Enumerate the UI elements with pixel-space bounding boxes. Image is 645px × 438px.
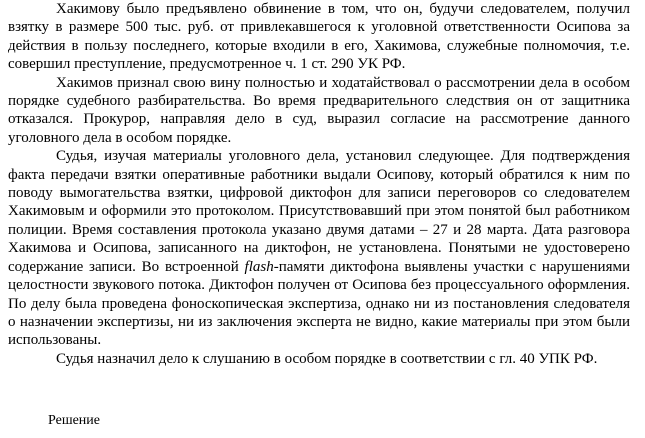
paragraph-charge: Хакимову было предъявлено обвинение в том, что он, будучи следователем, получил взятку в размере 500 тыс. руб. от привлекавшегося к уголовной ответственности Осипова за действия в пользу последнего, которые входили в его, Хакимова, служебные полномочия, т.е. совершил преступление, предусмотренное ч. 1 ст. 290 УК РФ. [8,1,630,73]
document-page [8,0,630,438]
findings-italic-term: flash [244,258,274,275]
section-heading-solution: Решение [48,413,101,428]
findings-text-end: -памяти диктофона выявлены участки с нарушениями целостности звукового потока. Диктофон получен от Осипова без процессуального оформления. По делу была проведена фоноскопическая экспертиза, однако ни из постановления следователя о назначении экспертизы, ни из заключения эксперта не видно, какие материалы при этом были использованы. [8,258,630,349]
paragraph-findings [8,147,630,349]
findings-text-start: Судья, изучая материалы уголовного дела, установил следующее. Для подтверждения факта передачи взятки оперативные работники выдали Осипову, который обратился к ним по поводу вымогательства взятки, цифровой диктофон для записи переговоров со следователем Хакимовым и оформили это протоколом. Присутствовавший при этом понятой был работником полиции. Время составления протокола указано двумя датами – 27 и 28 марта. Дата разговора Хакимова и Осипова, записанного на диктофон, не установлена. Понятыми не удостоверено содержание записи. Во встроенной [8,148,630,275]
paragraph-plea: Хакимов признал свою вину полностью и ходатайствовал о рассмотрении дела в особом порядке судебного разбирательства. Во время предварительного следствия он от защитника отказался. Прокурор, направляя дело в суд, выразил согласие на рассмотрение данного уголовного дела в особом порядке. [8,74,630,146]
paragraph-decision: Судья назначил дело к слушанию в особом порядке в соответствии с гл. 40 УПК РФ. [56,350,598,367]
